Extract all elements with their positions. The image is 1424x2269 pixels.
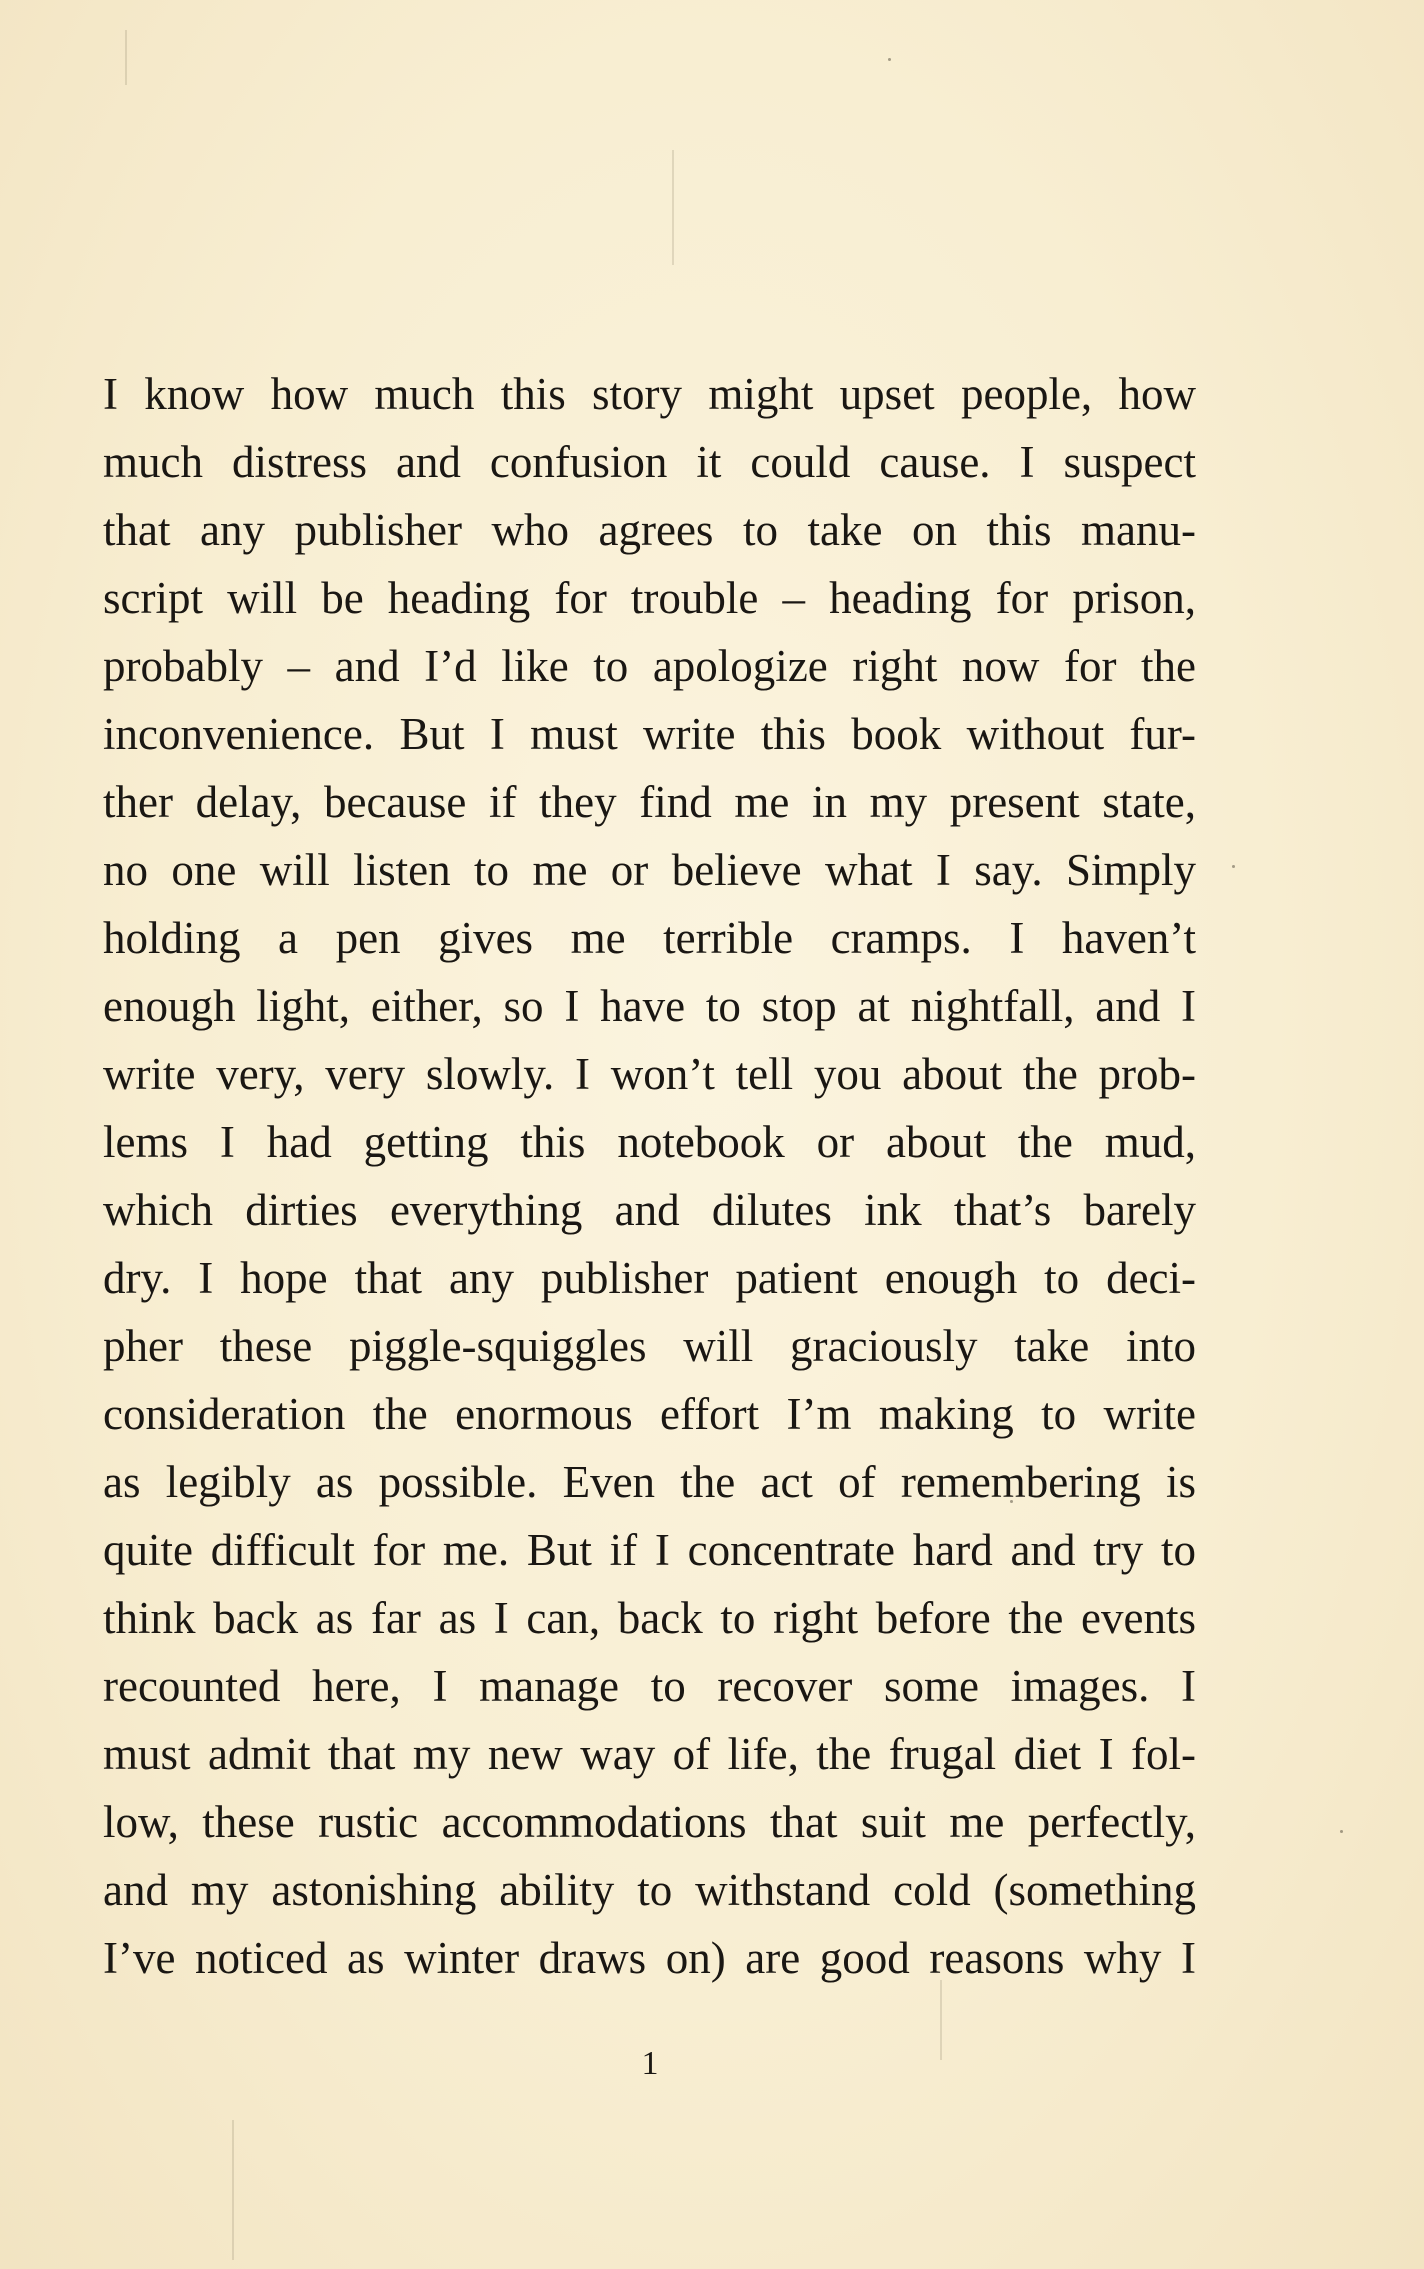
text-line: dry. I hope that any publisher patient enough to deci- — [103, 1253, 1196, 1303]
text-line: recounted here, I manage to recover some images. I — [103, 1661, 1196, 1711]
text-line: consideration the enormous effort I’m making to write — [103, 1389, 1196, 1439]
paper-crease-mark — [672, 150, 674, 265]
paper-speck — [1340, 1830, 1343, 1833]
page-number: 1 — [641, 2045, 659, 2082]
text-line: quite difficult for me. But if I concentrate hard and try to — [103, 1525, 1196, 1575]
text-line: I know how much this story might upset people, how — [103, 369, 1196, 419]
text-line: and my astonishing ability to withstand cold (something — [103, 1865, 1196, 1915]
text-line: pher these piggle-squiggles will graciously take into — [103, 1321, 1196, 1371]
text-line: inconvenience. But I must write this book without fur- — [103, 709, 1196, 759]
text-line: that any publisher who agrees to take on this manu- — [103, 505, 1196, 555]
text-line: write very, very slowly. I won’t tell you about the prob- — [103, 1049, 1196, 1099]
text-line: much distress and confusion it could cause. I suspect — [103, 437, 1196, 487]
text-line: I’ve noticed as winter draws on) are good reasons why I — [103, 1933, 1196, 1983]
text-line: holding a pen gives me terrible cramps. I haven’t — [103, 913, 1196, 963]
text-line: no one will listen to me or believe what I say. Simply — [103, 845, 1196, 895]
text-line: low, these rustic accommodations that suit me perfectly, — [103, 1797, 1196, 1847]
text-line: probably – and I’d like to apologize right now for the — [103, 641, 1196, 691]
paper-speck — [888, 58, 891, 61]
text-line: lems I had getting this notebook or about the mud, — [103, 1117, 1196, 1167]
body-text — [103, 360, 1196, 1992]
text-line: think back as far as I can, back to right before the events — [103, 1593, 1196, 1643]
text-line: which dirties everything and dilutes ink that’s barely — [103, 1185, 1196, 1235]
text-line: ther delay, because if they find me in my present state, — [103, 777, 1196, 827]
text-line: enough light, either, so I have to stop at nightfall, and I — [103, 981, 1196, 1031]
paper-crease-mark — [125, 30, 127, 85]
paper-speck — [1232, 865, 1235, 868]
paper-crease-mark — [232, 2120, 234, 2260]
text-line: script will be heading for trouble – heading for prison, — [103, 573, 1196, 623]
text-line: as legibly as possible. Even the act of remembering is — [103, 1457, 1196, 1507]
text-line: must admit that my new way of life, the frugal diet I fol- — [103, 1729, 1196, 1779]
